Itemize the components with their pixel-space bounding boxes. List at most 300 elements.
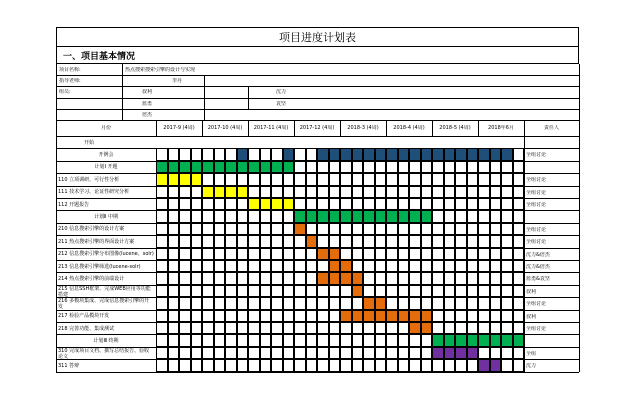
gantt-bar-cell	[317, 248, 329, 260]
gantt-bar-cell	[455, 347, 467, 359]
gantt-empty-cell	[352, 334, 364, 346]
task-name: 112 开题报告	[58, 201, 90, 208]
gantt-empty-cell	[260, 359, 272, 371]
gantt-empty-cell	[490, 297, 502, 309]
gantt-empty-cell	[214, 223, 226, 235]
gantt-empty-cell	[283, 359, 295, 371]
gantt-empty-cell	[329, 310, 341, 322]
gantt-bar-cell	[179, 173, 191, 185]
gantt-empty-cell	[248, 173, 260, 185]
gantt-empty-cell	[237, 248, 249, 260]
gantt-empty-cell	[260, 334, 272, 346]
gantt-empty-cell	[478, 272, 490, 284]
task-name: 216 多模块集成、完成信息搜索引擎的开发	[58, 298, 150, 310]
gantt-empty-cell	[409, 359, 421, 371]
gantt-empty-cell	[294, 161, 306, 173]
gantt-empty-cell	[317, 310, 329, 322]
gantt-empty-cell	[294, 272, 306, 284]
gantt-bar-cell	[271, 161, 283, 173]
gantt-empty-cell	[191, 260, 203, 272]
gantt-empty-cell	[409, 347, 421, 359]
gantt-empty-cell	[329, 235, 341, 247]
task-owner: 全组讨论	[526, 202, 547, 208]
advisor-label: 指导老师:	[59, 78, 81, 85]
gantt-empty-cell	[306, 285, 318, 297]
gantt-bar-cell	[179, 161, 191, 173]
task-owner: 全组讨论	[526, 189, 547, 196]
gantt-empty-cell	[156, 210, 168, 222]
gantt-empty-cell	[444, 359, 456, 371]
gantt-empty-cell	[340, 198, 352, 210]
gantt-empty-cell	[513, 285, 525, 297]
gantt-empty-cell	[467, 322, 479, 334]
project-label: 项目名称:	[59, 67, 81, 73]
gantt-empty-cell	[294, 186, 306, 198]
owner-header: 责任人	[543, 125, 559, 131]
gantt-empty-cell	[455, 359, 467, 371]
gantt-empty-cell	[237, 297, 249, 309]
gantt-empty-cell	[444, 260, 456, 272]
gantt-empty-cell	[248, 210, 260, 222]
task-name: 计划Ⅲ 终期	[93, 338, 119, 345]
gantt-empty-cell	[294, 347, 306, 359]
gantt-empty-cell	[237, 235, 249, 247]
gantt-empty-cell	[214, 322, 226, 334]
gantt-empty-cell	[225, 359, 237, 371]
gantt-bar-cell	[156, 161, 168, 173]
gantt-empty-cell	[156, 322, 168, 334]
gantt-empty-cell	[156, 297, 168, 309]
gantt-bar-cell	[375, 148, 387, 160]
gantt-empty-cell	[329, 297, 341, 309]
gantt-empty-cell	[202, 285, 214, 297]
gantt-empty-cell	[340, 334, 352, 346]
gantt-empty-cell	[225, 260, 237, 272]
gantt-empty-cell	[214, 285, 226, 297]
task-name: 215 信息SSH框架、完成WEB应用等功能搭建	[58, 285, 151, 298]
gantt-empty-cell	[237, 322, 249, 334]
gantt-empty-cell	[375, 285, 387, 297]
task-name: 217 检验产品模块开发	[58, 313, 110, 320]
gantt-empty-cell	[191, 148, 203, 160]
gantt-bar-cell	[214, 161, 226, 173]
gantt-empty-cell	[237, 198, 249, 210]
gantt-bar-cell	[340, 310, 352, 322]
gantt-empty-cell	[409, 334, 421, 346]
gantt-empty-cell	[490, 248, 502, 260]
gantt-empty-cell	[375, 260, 387, 272]
gantt-empty-cell	[352, 322, 364, 334]
gantt-empty-cell	[501, 285, 513, 297]
grid-line	[56, 109, 579, 110]
gantt-empty-cell	[490, 285, 502, 297]
gantt-empty-cell	[317, 223, 329, 235]
gantt-empty-cell	[225, 310, 237, 322]
gantt-empty-cell	[363, 235, 375, 247]
grid-line	[56, 64, 57, 372]
gantt-empty-cell	[202, 248, 214, 260]
gantt-empty-cell	[490, 322, 502, 334]
gantt-empty-cell	[168, 322, 180, 334]
gantt-empty-cell	[432, 359, 444, 371]
gantt-empty-cell	[490, 198, 502, 210]
gantt-empty-cell	[444, 161, 456, 173]
gantt-empty-cell	[271, 310, 283, 322]
gantt-empty-cell	[271, 210, 283, 222]
grid-line	[56, 75, 579, 76]
gantt-empty-cell	[363, 285, 375, 297]
gantt-empty-cell	[409, 285, 421, 297]
gantt-empty-cell	[398, 223, 410, 235]
gantt-empty-cell	[352, 186, 364, 198]
gantt-bar-cell	[340, 260, 352, 272]
gantt-empty-cell	[248, 310, 260, 322]
gantt-empty-cell	[271, 272, 283, 284]
period-label: 2018-5 (4周)	[439, 125, 471, 131]
gantt-empty-cell	[375, 186, 387, 198]
gantt-empty-cell	[467, 248, 479, 260]
gantt-empty-cell	[421, 260, 433, 272]
gantt-empty-cell	[179, 210, 191, 222]
gantt-empty-cell	[421, 173, 433, 185]
gantt-bar-cell	[352, 210, 364, 222]
gantt-empty-cell	[283, 322, 295, 334]
gantt-empty-cell	[340, 173, 352, 185]
gantt-empty-cell	[490, 235, 502, 247]
gantt-empty-cell	[191, 210, 203, 222]
gantt-empty-cell	[478, 186, 490, 198]
task-name: 计划Ⅰ 开题	[94, 164, 118, 171]
gantt-empty-cell	[455, 161, 467, 173]
gantt-empty-cell	[237, 173, 249, 185]
gantt-empty-cell	[467, 223, 479, 235]
gantt-empty-cell	[260, 235, 272, 247]
gantt-empty-cell	[432, 198, 444, 210]
gantt-empty-cell	[306, 260, 318, 272]
gantt-empty-cell	[455, 235, 467, 247]
gantt-empty-cell	[375, 322, 387, 334]
task-name: 214 热点搜索引擎的前端设计	[58, 276, 125, 283]
gantt-empty-cell	[386, 248, 398, 260]
gantt-bar-cell	[317, 210, 329, 222]
gantt-empty-cell	[260, 148, 272, 160]
gantt-empty-cell	[375, 173, 387, 185]
gantt-empty-cell	[444, 322, 456, 334]
gantt-bar-cell	[444, 334, 456, 346]
gantt-empty-cell	[225, 322, 237, 334]
gantt-bar-cell	[386, 148, 398, 160]
gantt-empty-cell	[352, 347, 364, 359]
gantt-empty-cell	[340, 186, 352, 198]
gantt-empty-cell	[306, 297, 318, 309]
gantt-empty-cell	[248, 347, 260, 359]
gantt-bar-cell	[340, 272, 352, 284]
gantt-empty-cell	[490, 161, 502, 173]
gantt-empty-cell	[225, 248, 237, 260]
gantt-empty-cell	[501, 248, 513, 260]
gantt-empty-cell	[386, 198, 398, 210]
schedule-sheet	[56, 27, 580, 382]
task-name: 213 信息搜索引擎筛选(lucene-solr)	[58, 263, 141, 270]
gantt-empty-cell	[179, 285, 191, 297]
gantt-empty-cell	[191, 297, 203, 309]
gantt-empty-cell	[455, 272, 467, 284]
gantt-empty-cell	[352, 248, 364, 260]
gantt-bar-cell	[386, 310, 398, 322]
gantt-empty-cell	[248, 334, 260, 346]
gantt-empty-cell	[421, 334, 433, 346]
gantt-empty-cell	[179, 297, 191, 309]
gantt-empty-cell	[156, 198, 168, 210]
gantt-empty-cell	[191, 235, 203, 247]
task-name: 111 技术学习、论证性研究分析	[58, 189, 130, 196]
gantt-empty-cell	[168, 297, 180, 309]
gantt-bar-cell	[444, 347, 456, 359]
gantt-empty-cell	[455, 223, 467, 235]
gantt-empty-cell	[363, 322, 375, 334]
gantt-empty-cell	[478, 322, 490, 334]
gantt-empty-cell	[271, 248, 283, 260]
grid-line	[579, 64, 580, 372]
gantt-empty-cell	[283, 173, 295, 185]
gantt-empty-cell	[352, 198, 364, 210]
gantt-empty-cell	[363, 347, 375, 359]
gantt-empty-cell	[191, 248, 203, 260]
task-name: 218 完善功能、集成测试	[58, 325, 115, 332]
gantt-empty-cell	[455, 310, 467, 322]
gantt-empty-cell	[168, 235, 180, 247]
gantt-bar-cell	[237, 186, 249, 198]
members-label: 组员:	[59, 89, 71, 96]
gantt-empty-cell	[248, 186, 260, 198]
gantt-empty-cell	[202, 173, 214, 185]
gantt-empty-cell	[225, 235, 237, 247]
gantt-bar-cell	[237, 161, 249, 173]
gantt-bar-cell	[375, 297, 387, 309]
gantt-empty-cell	[271, 173, 283, 185]
gantt-empty-cell	[432, 285, 444, 297]
gantt-bar-cell	[467, 334, 479, 346]
gantt-empty-cell	[352, 260, 364, 272]
gantt-empty-cell	[375, 359, 387, 371]
task-name: 开始	[84, 139, 95, 146]
gantt-empty-cell	[444, 173, 456, 185]
gantt-bar-cell	[294, 223, 306, 235]
gantt-empty-cell	[363, 334, 375, 346]
gantt-empty-cell	[260, 347, 272, 359]
gantt-empty-cell	[363, 198, 375, 210]
gantt-bar-cell	[283, 161, 295, 173]
gantt-empty-cell	[478, 161, 490, 173]
gantt-empty-cell	[501, 235, 513, 247]
gantt-empty-cell	[398, 173, 410, 185]
gantt-bar-cell	[329, 260, 341, 272]
gantt-empty-cell	[386, 334, 398, 346]
gantt-empty-cell	[283, 297, 295, 309]
gantt-empty-cell	[168, 359, 180, 371]
gantt-bar-cell	[467, 347, 479, 359]
gantt-empty-cell	[444, 223, 456, 235]
gantt-bar-cell	[467, 148, 479, 160]
gantt-empty-cell	[271, 297, 283, 309]
period-label: 2017-11 (4周)	[253, 125, 289, 131]
gantt-empty-cell	[513, 248, 525, 260]
gantt-empty-cell	[271, 148, 283, 160]
gantt-empty-cell	[455, 322, 467, 334]
gantt-empty-cell	[237, 260, 249, 272]
gantt-empty-cell	[283, 186, 295, 198]
gantt-empty-cell	[432, 173, 444, 185]
gantt-empty-cell	[202, 272, 214, 284]
gantt-empty-cell	[260, 272, 272, 284]
gantt-empty-cell	[156, 260, 168, 272]
gantt-empty-cell	[340, 297, 352, 309]
gantt-empty-cell	[191, 359, 203, 371]
gantt-empty-cell	[340, 161, 352, 173]
gantt-empty-cell	[467, 285, 479, 297]
gantt-empty-cell	[329, 173, 341, 185]
gantt-empty-cell	[225, 198, 237, 210]
gantt-empty-cell	[513, 161, 525, 173]
gantt-empty-cell	[179, 310, 191, 322]
gantt-empty-cell	[478, 260, 490, 272]
gantt-empty-cell	[478, 248, 490, 260]
gantt-empty-cell	[156, 334, 168, 346]
gantt-empty-cell	[156, 272, 168, 284]
gantt-empty-cell	[260, 322, 272, 334]
gantt-empty-cell	[271, 285, 283, 297]
gantt-empty-cell	[317, 297, 329, 309]
gantt-empty-cell	[432, 186, 444, 198]
gantt-empty-cell	[501, 310, 513, 322]
gantt-bar-cell	[214, 186, 226, 198]
gantt-bar-cell	[444, 148, 456, 160]
gantt-bar-cell	[363, 310, 375, 322]
gantt-empty-cell	[294, 148, 306, 160]
gantt-empty-cell	[467, 272, 479, 284]
gantt-empty-cell	[168, 198, 180, 210]
gantt-empty-cell	[501, 161, 513, 173]
gantt-empty-cell	[156, 285, 168, 297]
gantt-empty-cell	[248, 260, 260, 272]
month-label: 月份	[100, 125, 111, 131]
gantt-empty-cell	[191, 322, 203, 334]
gantt-empty-cell	[306, 310, 318, 322]
gantt-empty-cell	[260, 173, 272, 185]
gantt-empty-cell	[214, 173, 226, 185]
gantt-empty-cell	[432, 223, 444, 235]
gantt-empty-cell	[237, 285, 249, 297]
gantt-bar-cell	[421, 210, 433, 222]
member-2: 沈力	[276, 89, 287, 96]
gantt-empty-cell	[513, 198, 525, 210]
gantt-empty-cell	[283, 347, 295, 359]
gantt-bar-cell	[375, 210, 387, 222]
gantt-empty-cell	[225, 173, 237, 185]
gantt-bar-cell	[260, 161, 272, 173]
gantt-empty-cell	[432, 260, 444, 272]
gantt-empty-cell	[168, 210, 180, 222]
gantt-empty-cell	[363, 248, 375, 260]
gantt-empty-cell	[340, 322, 352, 334]
gantt-empty-cell	[386, 297, 398, 309]
gantt-empty-cell	[444, 310, 456, 322]
gantt-empty-cell	[283, 310, 295, 322]
gantt-empty-cell	[214, 198, 226, 210]
gantt-empty-cell	[168, 347, 180, 359]
gantt-empty-cell	[513, 322, 525, 334]
gantt-empty-cell	[225, 285, 237, 297]
gantt-empty-cell	[421, 285, 433, 297]
gantt-empty-cell	[202, 260, 214, 272]
gantt-empty-cell	[467, 310, 479, 322]
gantt-empty-cell	[214, 310, 226, 322]
gantt-empty-cell	[179, 148, 191, 160]
gantt-empty-cell	[409, 161, 421, 173]
period-label: 2018-4 (4周)	[393, 125, 425, 131]
task-owner: 全组讨论	[526, 177, 547, 184]
gantt-empty-cell	[214, 359, 226, 371]
period-label: 2017-12 (4周)	[299, 125, 335, 131]
gantt-empty-cell	[248, 223, 260, 235]
gantt-bar-cell	[248, 198, 260, 210]
gantt-empty-cell	[317, 334, 329, 346]
gantt-bar-cell	[248, 161, 260, 173]
gantt-empty-cell	[191, 223, 203, 235]
gantt-empty-cell	[179, 347, 191, 359]
gantt-empty-cell	[352, 223, 364, 235]
gantt-empty-cell	[455, 210, 467, 222]
gantt-empty-cell	[421, 272, 433, 284]
gantt-empty-cell	[191, 186, 203, 198]
gantt-empty-cell	[214, 297, 226, 309]
gantt-empty-cell	[352, 359, 364, 371]
gantt-empty-cell	[248, 272, 260, 284]
gantt-bar-cell	[455, 334, 467, 346]
gantt-empty-cell	[421, 186, 433, 198]
member-4: 袁坚	[276, 100, 287, 107]
gantt-empty-cell	[191, 285, 203, 297]
gantt-empty-cell	[248, 248, 260, 260]
gantt-bar-cell	[317, 148, 329, 160]
gantt-empty-cell	[225, 297, 237, 309]
gantt-empty-cell	[317, 198, 329, 210]
member-1: 叔利	[142, 89, 153, 96]
gantt-empty-cell	[168, 148, 180, 160]
gantt-empty-cell	[386, 285, 398, 297]
gantt-empty-cell	[409, 272, 421, 284]
gantt-empty-cell	[513, 148, 525, 160]
gantt-empty-cell	[260, 210, 272, 222]
task-owner: 全组讨论	[526, 152, 547, 159]
gantt-empty-cell	[444, 210, 456, 222]
gantt-empty-cell	[214, 272, 226, 284]
project-value: 热点搜索搜索引擎的设计与实现	[125, 67, 196, 73]
gantt-empty-cell	[214, 148, 226, 160]
gantt-empty-cell	[352, 161, 364, 173]
gantt-empty-cell	[202, 310, 214, 322]
gantt-empty-cell	[375, 198, 387, 210]
gantt-empty-cell	[363, 186, 375, 198]
gantt-bar-cell	[375, 310, 387, 322]
gantt-empty-cell	[329, 359, 341, 371]
gantt-empty-cell	[340, 359, 352, 371]
gantt-empty-cell	[513, 272, 525, 284]
gantt-empty-cell	[329, 161, 341, 173]
gantt-empty-cell	[455, 248, 467, 260]
gantt-empty-cell	[501, 322, 513, 334]
gantt-empty-cell	[444, 248, 456, 260]
